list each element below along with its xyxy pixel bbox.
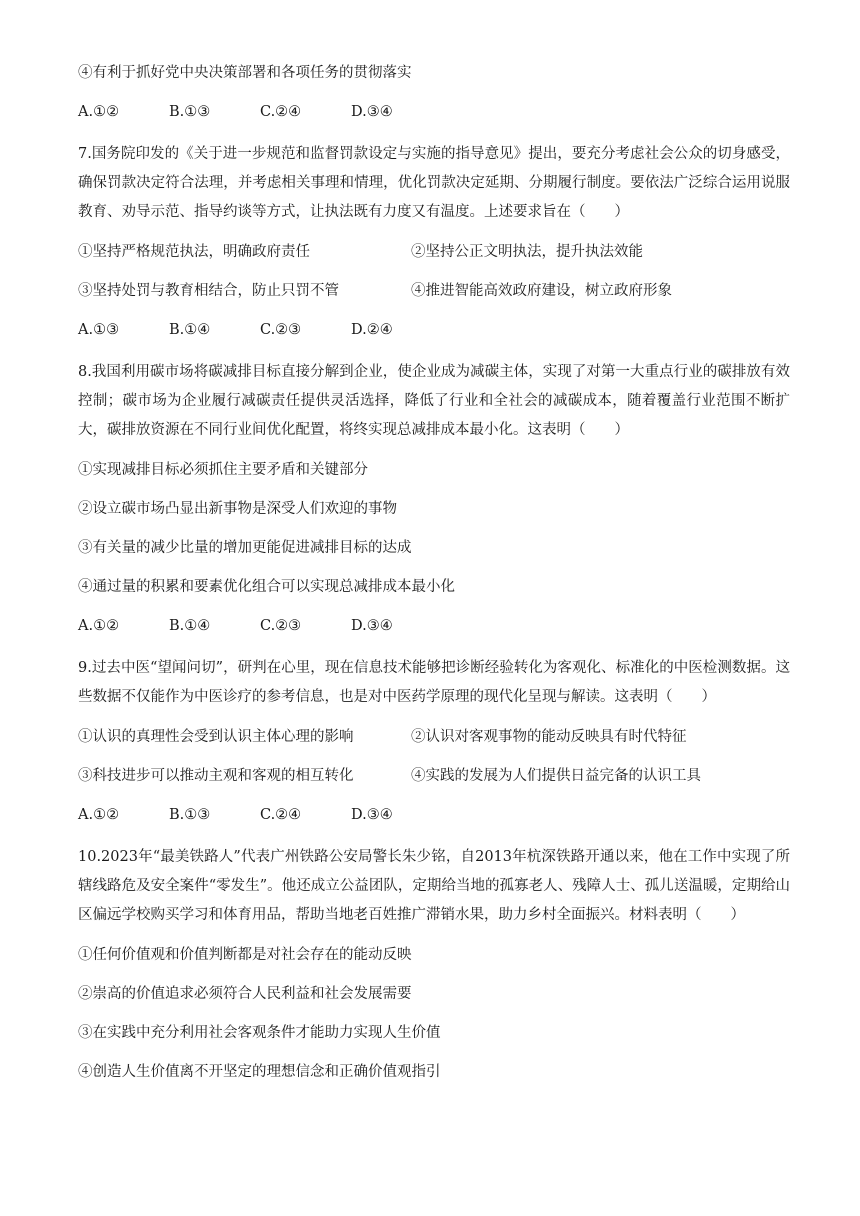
exam-page <box>78 62 790 1083</box>
q10-option-2: ②崇高的价值追求必须符合人民利益和社会发展需要 <box>78 986 412 1002</box>
q10-option-3: ③在实践中充分利用社会客观条件才能助力实现人生价值 <box>78 1025 441 1041</box>
q9-option-2: ②认识对客观事物的能动反映具有时代特征 <box>411 729 687 745</box>
q8-option-4: ④通过量的积累和要素优化组合可以实现总减排成本最小化 <box>78 579 455 595</box>
q9-answer-choices <box>78 804 790 826</box>
q8-option-2: ②设立碳市场凸显出新事物是深受人们欢迎的事物 <box>78 501 397 517</box>
q7-choice-c: C.②③ <box>260 322 302 338</box>
q6-choice-a: A.①② <box>78 104 120 120</box>
q6-choice-c: C.②④ <box>260 104 302 120</box>
q9-stem: 9.过去中医“望闻问切”，研判在心里，现在信息技术能够把诊断经验转化为客观化、标准化的中医检测数据。这些数据不仅能作为中医诊疗的参考信息，也是对中医药学原理的现代化呈现与解读。这表明（ ） <box>78 660 790 705</box>
q7-option-2: ②坚持公正文明执法，提升执法效能 <box>411 244 643 260</box>
q8-choice-a: A.①② <box>78 618 120 634</box>
q7-choice-a: A.①③ <box>78 322 120 338</box>
q10-stem: 10.2023年“最美铁路人”代表广州铁路公安局警长朱少铭，自2013年杭深铁路开通以来，他在工作中实现了所辖线路危及安全案件“零发生”。他还成立公益团队，定期给当地的孤寡老人、残障人士、孤儿送温暖，定期给山区偏远学校购买学习和体育用品，帮助当地老百姓推广滞销水果，助力乡村全面振兴。材料表明（ ） <box>78 849 790 923</box>
q9-choice-a: A.①② <box>78 807 120 823</box>
q9-choice-d: D.③④ <box>351 807 393 823</box>
q9-choice-b: B.①③ <box>169 807 211 823</box>
q8-answer-choices <box>78 615 790 637</box>
q6-option-4: ④有利于抓好党中央决策部署和各项任务的贯彻落实 <box>78 65 412 81</box>
q9-option-4: ④实践的发展为人们提供日益完备的认识工具 <box>411 768 701 784</box>
q8-choice-b: B.①④ <box>169 618 211 634</box>
q8-option-3: ③有关量的减少比量的增加更能促进减排目标的达成 <box>78 540 412 556</box>
q8-choice-d: D.③④ <box>351 618 393 634</box>
q10-option-4: ④创造人生价值离不开坚定的理想信念和正确价值观指引 <box>78 1064 441 1080</box>
q7-answer-choices <box>78 319 790 341</box>
q7-choice-b: B.①④ <box>169 322 211 338</box>
q8-option-1: ①实现减排目标必须抓住主要矛盾和关键部分 <box>78 462 368 478</box>
q6-choice-d: D.③④ <box>351 104 393 120</box>
q8-stem: 8.我国利用碳市场将碳减排目标直接分解到企业，使企业成为减碳主体，实现了对第一大重点行业的碳排放有效控制；碳市场为企业履行减碳责任提供灵活选择，降低了行业和全社会的减碳成本，随着覆盖行业范围不断扩大，碳排放资源在不同行业间优化配置，将终实现总减排成本最小化。这表明（ ） <box>78 364 790 438</box>
q7-options-row-1 <box>78 241 790 263</box>
q7-choice-d: D.②④ <box>351 322 393 338</box>
q9-option-1: ①认识的真理性会受到认识主体心理的影响 <box>78 729 354 745</box>
q9-options-row-2 <box>78 765 790 787</box>
q8-choice-c: C.②③ <box>260 618 302 634</box>
q9-options-row-1 <box>78 726 790 748</box>
q7-options-row-2 <box>78 280 790 302</box>
q6-choice-b: B.①③ <box>169 104 211 120</box>
q7-option-1: ①坚持严格规范执法，明确政府责任 <box>78 244 310 260</box>
q7-option-4: ④推进智能高效政府建设，树立政府形象 <box>411 283 672 299</box>
q6-answer-choices <box>78 101 790 123</box>
q9-choice-c: C.②④ <box>260 807 302 823</box>
q9-option-3: ③科技进步可以推动主观和客观的相互转化 <box>78 768 354 784</box>
q7-option-3: ③坚持处罚与教育相结合，防止只罚不管 <box>78 283 339 299</box>
q7-stem: 7.国务院印发的《关于进一步规范和监督罚款设定与实施的指导意见》提出，要充分考虑社会公众的切身感受，确保罚款决定符合法理，并考虑相关事理和情理，优化罚款决定延期、分期履行制度。要依法广泛综合运用说服教育、劝导示范、指导约谈等方式，让执法既有力度又有温度。上述要求旨在（ ） <box>78 146 790 220</box>
q10-option-1: ①任何价值观和价值判断都是对社会存在的能动反映 <box>78 947 412 963</box>
